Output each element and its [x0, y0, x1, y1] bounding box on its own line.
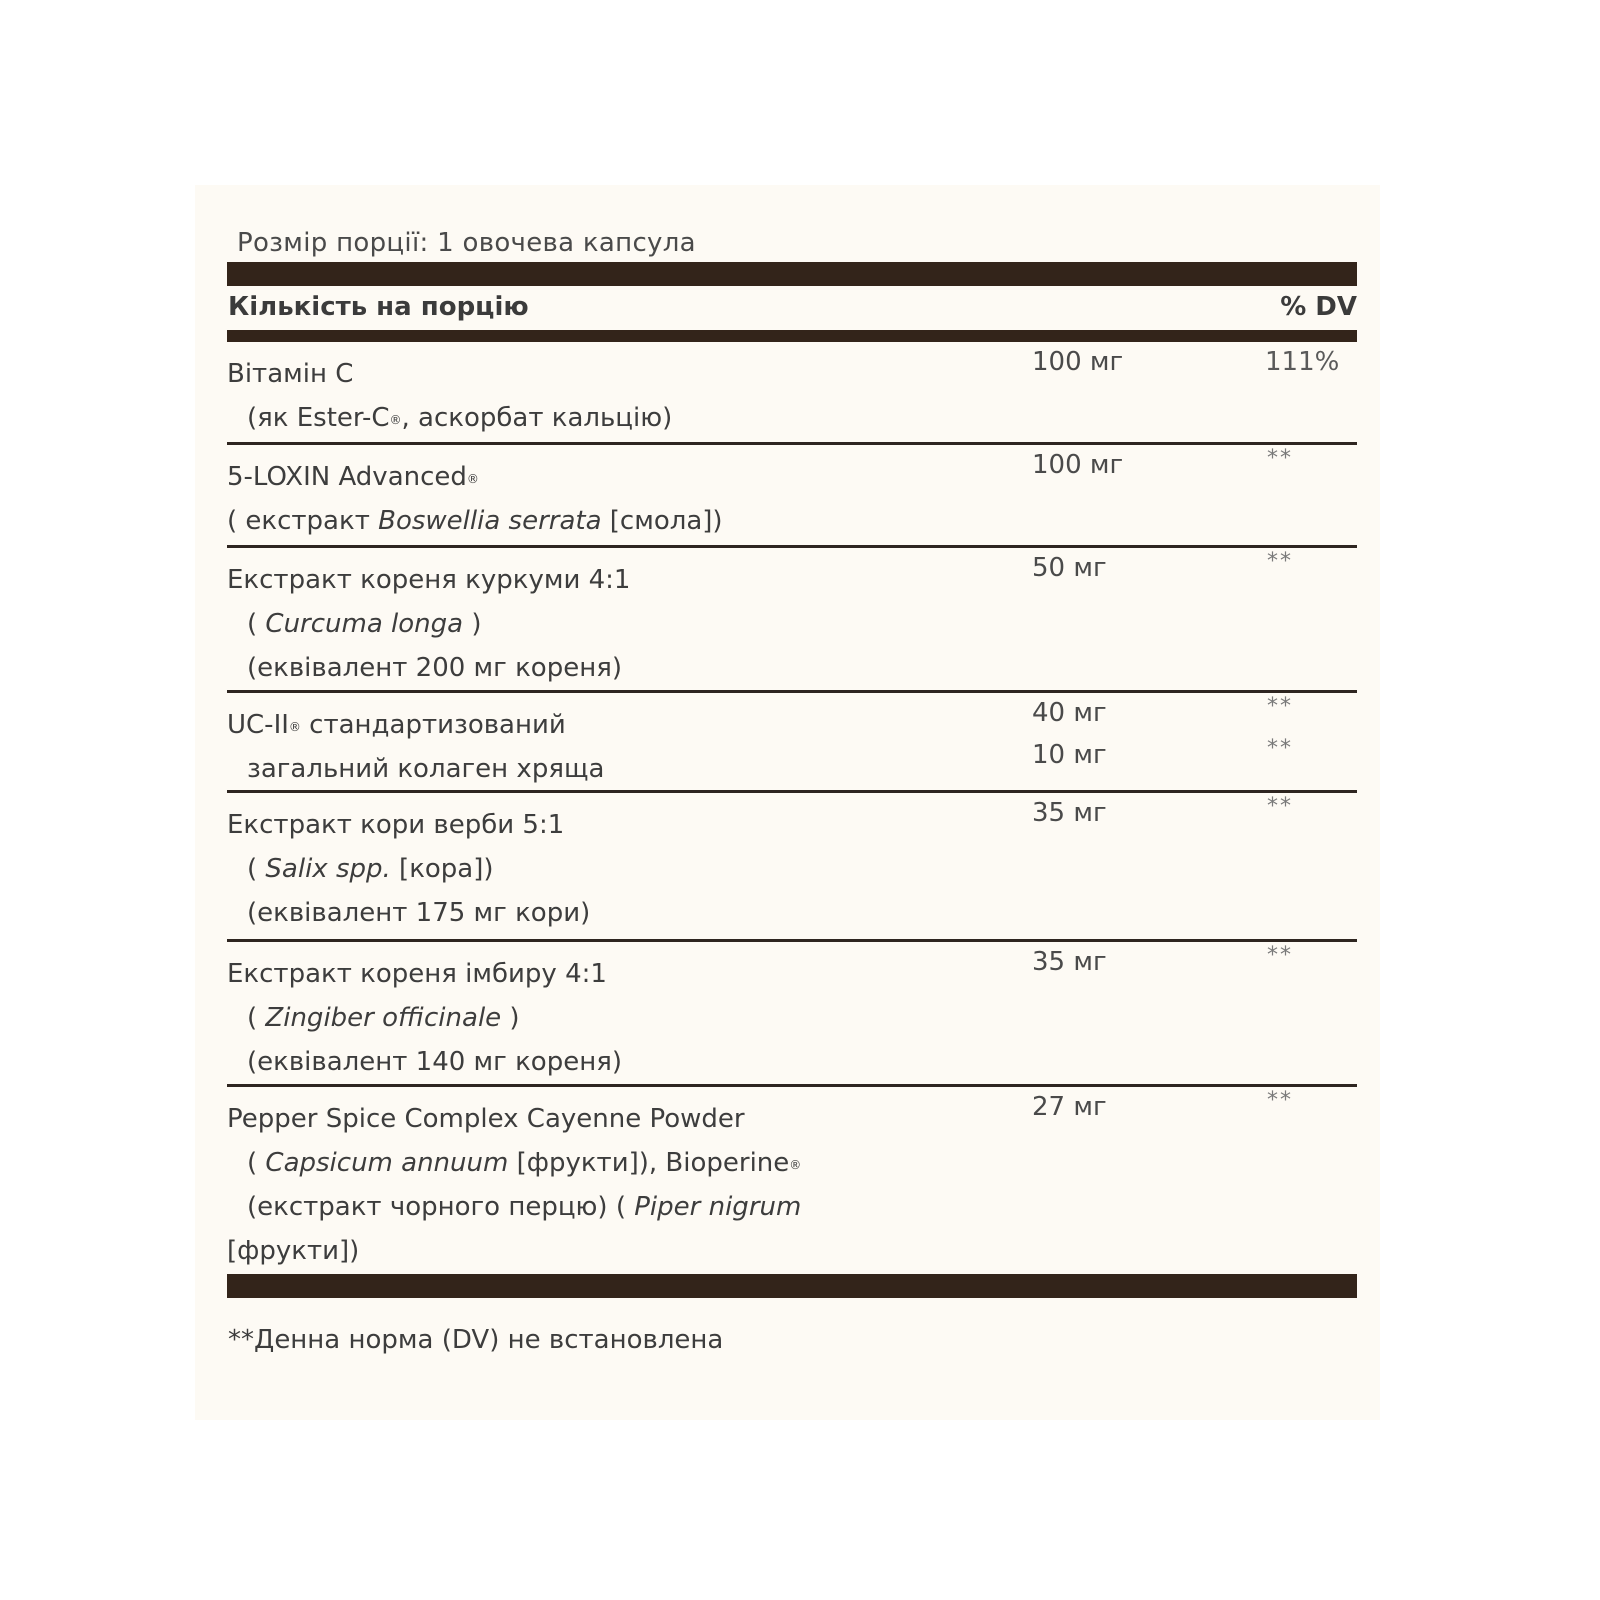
ingredient-name: [227, 952, 622, 1084]
ingredient-line: [227, 646, 630, 690]
ingredient-text: стандартизований: [300, 710, 566, 740]
amount-value: 27 мг: [1032, 1092, 1107, 1122]
ingredient-line: [227, 1185, 801, 1229]
amount-value: 35 мг: [1032, 947, 1107, 977]
ingredient-text: Екстракт кореня куркуми 4:1: [227, 565, 631, 595]
row-divider: [227, 939, 1357, 942]
row-divider: [227, 1084, 1357, 1087]
ingredient-text: ): [463, 609, 482, 639]
ingredient-text: (: [247, 854, 266, 884]
ingredient-text: Boswellia serrata: [378, 506, 602, 536]
ingredient-text: Curcuma longa: [265, 609, 464, 639]
serving-size: Розмір порції: 1 овочева капсула: [237, 228, 696, 258]
amount-per-serving-header: Кількість на порцію: [228, 292, 529, 322]
ingredient-text: Екстракт кореня імбиру 4:1: [227, 959, 607, 989]
ingredient-text: (еквівалент 140 мг кореня): [247, 1047, 622, 1077]
ingredient-text: (еквівалент 200 мг кореня): [247, 653, 622, 683]
ingredient-name: [227, 352, 672, 440]
registered-mark: ®: [288, 720, 301, 734]
ingredient-text: (як Ester-C: [247, 403, 390, 433]
ingredient-text: ): [501, 1003, 520, 1033]
amount-value: 40 мг: [1032, 698, 1107, 728]
ingredient-line: [227, 703, 604, 747]
ingredient-text: Piper nigrum: [634, 1192, 802, 1222]
ingredient-text: Pepper Spice Complex Cayenne Powder: [227, 1104, 745, 1134]
ingredient-text: (: [247, 1148, 266, 1178]
row-divider: [227, 442, 1357, 445]
ingredient-text: (еквівалент 175 мг кори): [247, 898, 591, 928]
ingredient-line: [227, 803, 590, 847]
dv-header: % DV: [1280, 292, 1357, 322]
ingredient-line: [227, 1141, 801, 1185]
amount-value: 100 мг: [1032, 450, 1124, 480]
ingredient-line: [227, 1229, 801, 1273]
dv-value: **: [1267, 446, 1293, 471]
ingredient-name: [227, 1097, 801, 1273]
ingredient-text: [фрукти]), Bioperine: [508, 1148, 790, 1178]
ingredient-line: [227, 352, 672, 396]
ingredient-text: , аскорбат кальцію): [401, 403, 673, 433]
ingredient-text: Екстракт кори верби 5:1: [227, 810, 565, 840]
ingredient-line: [227, 1040, 622, 1084]
ingredient-line: [227, 996, 622, 1040]
ingredient-line: [227, 499, 723, 543]
ingredient-text: [смола]): [601, 506, 723, 536]
footnote: **Денна норма (DV) не встановлена: [228, 1325, 724, 1355]
amount-value: 35 мг: [1032, 798, 1107, 828]
registered-mark: ®: [389, 413, 402, 427]
ingredient-text: UC-II: [227, 710, 289, 740]
header-bar: [227, 330, 1357, 342]
top-thick-bar: [227, 262, 1357, 286]
ingredient-line: [227, 1097, 801, 1141]
ingredient-line: [227, 952, 622, 996]
bottom-thick-bar: [227, 1274, 1357, 1298]
row-divider: [227, 790, 1357, 793]
ingredient-name: [227, 703, 604, 791]
ingredient-text: (екстракт чорного перцю) (: [247, 1192, 635, 1222]
ingredient-line: [227, 455, 723, 499]
dv-value: **: [1267, 549, 1293, 574]
ingredient-text: 5-LOXIN Advanced: [227, 462, 467, 492]
amount-value: 10 мг: [1032, 740, 1107, 770]
ingredient-line: [227, 891, 590, 935]
ingredient-text: Zingiber officinale: [265, 1003, 502, 1033]
ingredient-line: [227, 396, 672, 440]
ingredient-line: [227, 602, 630, 646]
dv-value: **: [1267, 1088, 1293, 1113]
ingredient-text: Capsicum annuum: [265, 1148, 509, 1178]
ingredient-text: Salix spp.: [265, 854, 391, 884]
dv-value: 111%: [1265, 347, 1340, 377]
ingredient-text: Вітамін C: [227, 359, 354, 389]
row-divider: [227, 545, 1357, 548]
dv-value: **: [1267, 694, 1293, 719]
dv-value: **: [1267, 794, 1293, 819]
ingredient-text: загальний колаген хряща: [247, 754, 605, 784]
ingredient-text: (: [247, 609, 266, 639]
amount-value: 100 мг: [1032, 347, 1124, 377]
ingredient-text: [кора]): [390, 854, 494, 884]
ingredient-line: [227, 747, 604, 791]
dv-value: **: [1267, 736, 1293, 761]
ingredient-text: (: [247, 1003, 266, 1033]
dv-value: **: [1267, 943, 1293, 968]
registered-mark: ®: [466, 472, 479, 486]
ingredient-line: [227, 558, 630, 602]
amount-value: 50 мг: [1032, 553, 1107, 583]
row-divider: [227, 690, 1357, 693]
ingredient-line: [227, 847, 590, 891]
ingredient-name: [227, 803, 590, 935]
registered-mark: ®: [789, 1158, 802, 1172]
ingredient-text: [фрукти]): [227, 1236, 360, 1266]
ingredient-text: ( екстракт: [227, 506, 379, 536]
ingredient-name: [227, 455, 723, 543]
ingredient-name: [227, 558, 630, 690]
